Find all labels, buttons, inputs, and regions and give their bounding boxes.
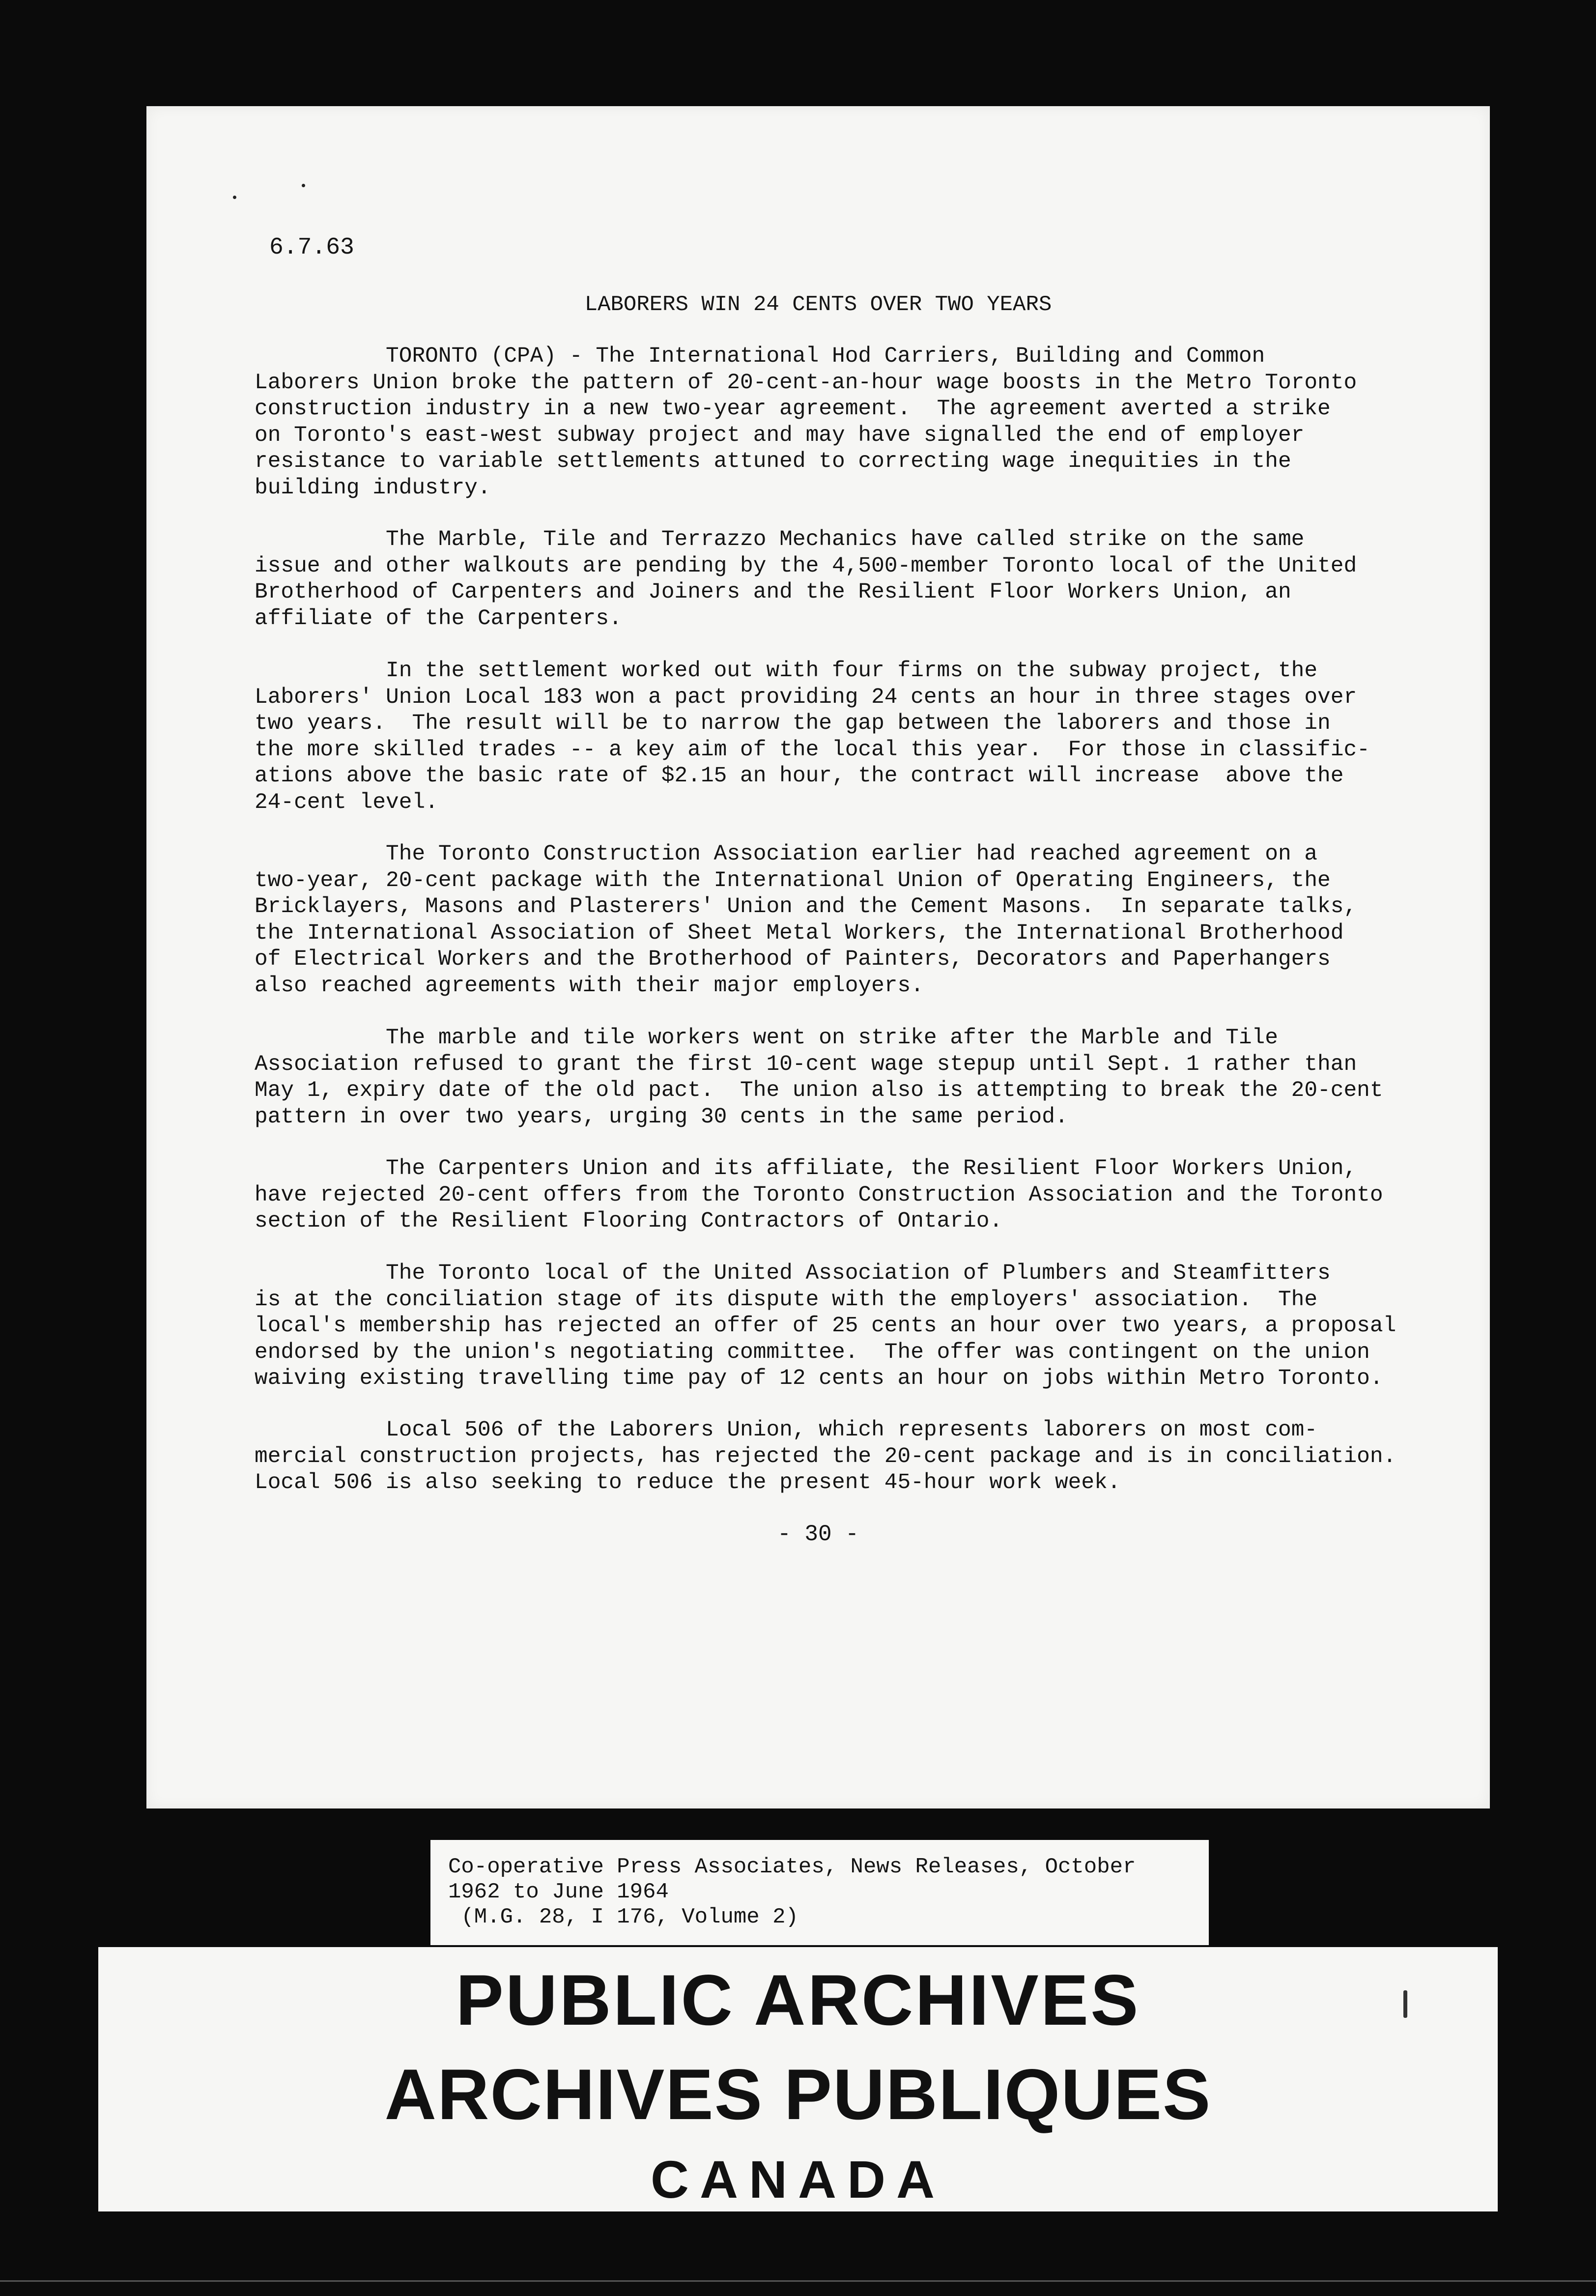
paragraph: In the settlement worked out with four firms on the subway project, the Laborers' Union Local 183 won a pact providing 24 cents an hour in three stages over two years. The result will be to narrow the gap between the laborers and those in the more skilled trades -- a key aim of the local this year. For those in classific- ations above the basic rate of $2.15 an hour, the contract will increase above the 24-cent level.	[255, 659, 1370, 815]
page-speck	[233, 196, 236, 199]
stamp-line-english: PUBLIC ARCHIVES	[456, 1960, 1140, 2040]
stamp-line-french: ARCHIVES PUBLIQUES	[384, 2054, 1212, 2134]
paragraph: Local 506 of the Laborers Union, which represents laborers on most com- mercial construction projects, has rejected the 20-cent package and is in conciliation. Local 506 is also seeking to reduce the present 45-hour work week.	[255, 1418, 1396, 1495]
stamp-line-country: CANADA	[651, 2150, 945, 2209]
page-speck	[302, 184, 305, 187]
stamp-mark	[1403, 1990, 1407, 2018]
paragraph: The Toronto Construction Association earlier had reached agreement on a two-year, 20-cent package with the International Union of Operating Engineers, the Bricklayers, Masons and Plasterers' Union and the Cement Masons. In separate talks, the International Association of Sheet Metal Workers, the International Brotherhood of Electrical Workers and the Brotherhood of Painters, Decorators and Paperhangers also reached agreements with their major employers.	[255, 842, 1357, 998]
document-date: 6.7.63	[269, 234, 354, 261]
page-number: - 30 -	[777, 1521, 859, 1547]
paragraph: The Toronto local of the United Association of Plumbers and Steamfitters is at the conciliation stage of its dispute with the employers' association. The local's membership has rejected an offer of 25 cents an hour over two years, a proposal endorsed by the union's negotiating committee. The offer was contingent on the union waiving existing travelling time pay of 12 cents an hour on jobs within Metro Toronto.	[255, 1261, 1396, 1391]
archive-label-text: Co-operative Press Associates, News Releases, October 1962 to June 1964 (M.G. 28, I 176, Volume 2)	[448, 1855, 1136, 1929]
paragraph: The marble and tile workers went on strike after the Marble and Tile Association refused to grant the first 10-cent wage stepup until Sept. 1 rather than May 1, expiry date of the old pact. The union also is attempting to break the 20-cent pattern in over two years, urging 30 cents in the same period.	[255, 1026, 1383, 1129]
paragraph: The Carpenters Union and its affiliate, the Resilient Floor Workers Union, have rejected 20-cent offers from the Toronto Construction Association and the Toronto section of the Resilient Flooring Contractors of Ontario.	[255, 1156, 1383, 1234]
film-edge-line	[0, 2280, 1596, 2282]
paragraph: TORONTO (CPA) - The International Hod Carriers, Building and Common Laborers Union broke the pattern of 20-cent-an-hour wage boosts in the Metro Toronto construction industry in a new two-year agreement. The agreement averted a strike on Toronto's east-west subway project and may have signalled the end of employer resistance to variable settlements attuned to correcting wage inequities in the building industry.	[255, 344, 1357, 500]
headline: LABORERS WIN 24 CENTS OVER TWO YEARS	[584, 292, 1052, 317]
paragraph: The Marble, Tile and Terrazzo Mechanics have called strike on the same issue and other walkouts are pending by the 4,500-member Toronto local of the United Brotherhood of Carpenters and Joiners and the Resilient Floor Workers Union, an affiliate of the Carpenters.	[255, 527, 1357, 631]
